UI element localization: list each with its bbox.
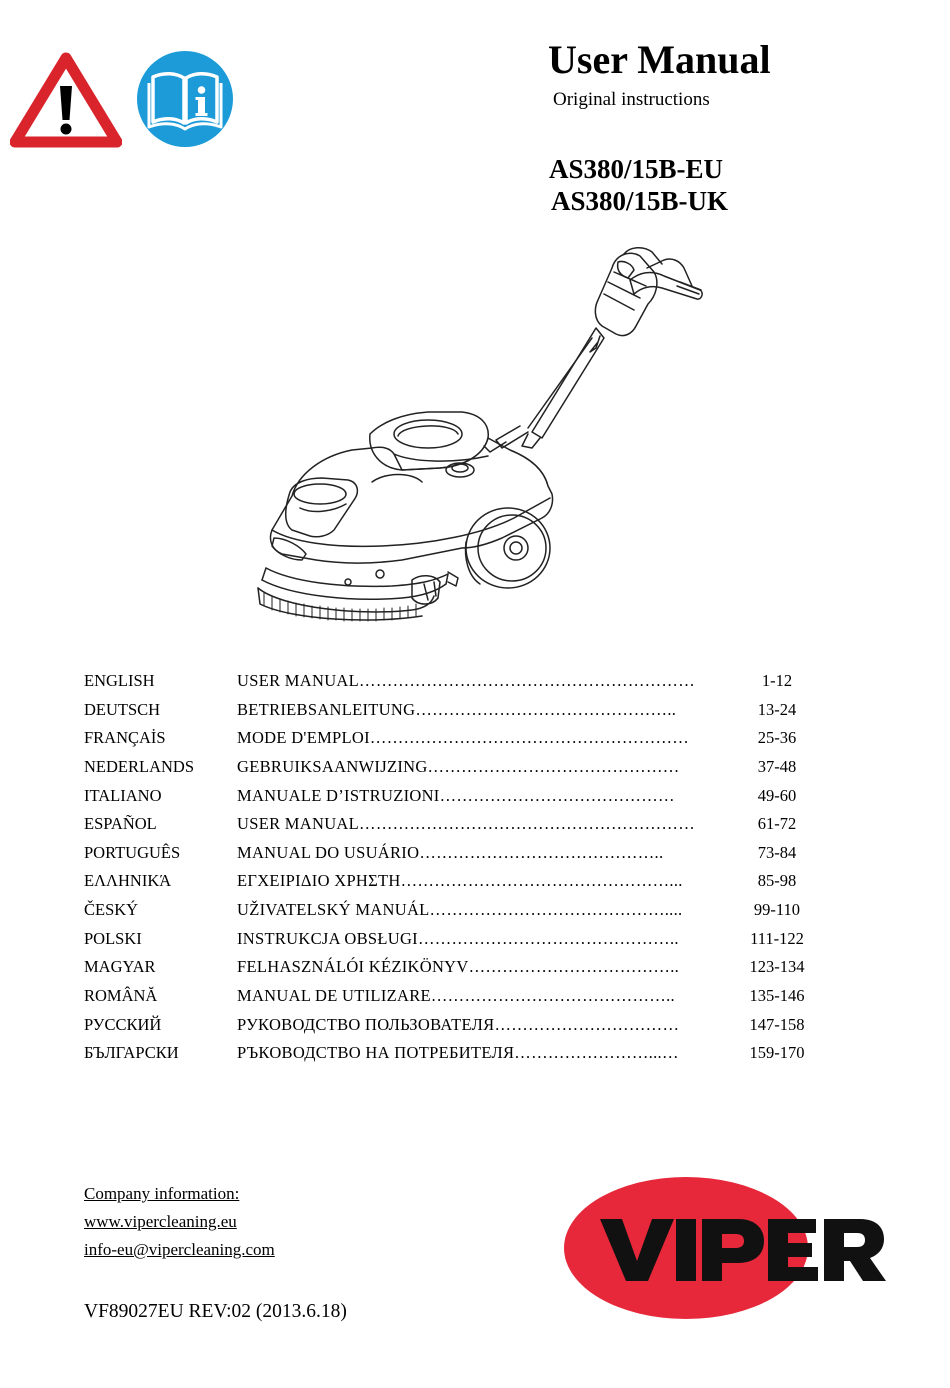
toc-title: MANUAL DE UTILIZARE…………………………………….. <box>237 986 675 1006</box>
toc-language: PORTUGUÊS <box>84 842 181 862</box>
toc-pages: 49-60 <box>757 785 797 805</box>
toc-row <box>84 1012 824 1041</box>
toc-pages: 37-48 <box>757 756 797 776</box>
toc-row <box>84 725 824 754</box>
toc-title: MODE D'EMPLOI………………………………………………… <box>237 728 690 748</box>
document-revision: VF89027EU REV:02 (2013.6.18) <box>84 1301 347 1322</box>
toc-row <box>84 897 824 926</box>
toc-row <box>84 754 824 783</box>
subtitle: Original instructions <box>553 89 710 110</box>
toc-language: DEUTSCH <box>84 699 161 719</box>
toc-row <box>84 954 824 983</box>
toc-row <box>84 697 824 726</box>
toc-row <box>84 926 824 955</box>
page-title: User Manual <box>548 37 771 82</box>
company-heading: Company information: <box>84 1184 240 1203</box>
toc-pages: 111-122 <box>750 928 804 948</box>
toc-title: MANUALE D’ISTRUZIONI…………………………………… <box>237 785 675 805</box>
toc-title: GEBRUIKSAANWIJZING……………………………………… <box>237 756 680 776</box>
toc-pages: 99-110 <box>753 900 801 920</box>
toc-pages: 85-98 <box>757 871 797 891</box>
floor-scrubber-illustration <box>252 242 704 624</box>
toc-language: NEDERLANDS <box>84 756 194 776</box>
toc-row <box>84 811 824 840</box>
toc-title: INSTRUKCJA OBSŁUGI……………………………………….. <box>237 928 679 948</box>
toc-row <box>84 868 824 897</box>
toc-language: MAGYAR <box>84 957 156 977</box>
read-manual-icon <box>136 50 234 148</box>
toc-row <box>84 783 824 812</box>
toc-language: РУССКИЙ <box>84 1014 162 1034</box>
company-email-link[interactable]: info-eu@vipercleaning.com <box>84 1240 275 1259</box>
company-website-link[interactable]: www.vipercleaning.eu <box>84 1212 237 1231</box>
toc-language: ROMÂNĂ <box>84 986 158 1006</box>
toc-pages: 25-36 <box>757 728 797 748</box>
toc-language: ESPAÑOL <box>84 814 157 834</box>
toc-pages: 123-134 <box>749 957 805 977</box>
toc-title: USER MANUAL…………………………………………………… <box>237 814 696 834</box>
toc-pages: 147-158 <box>749 1014 805 1034</box>
toc-pages: 1-12 <box>761 671 793 690</box>
toc-language: FRANÇAİS <box>84 728 166 748</box>
toc-row <box>84 840 824 869</box>
toc-row <box>84 1040 824 1069</box>
toc-title: USER MANUAL…………………………………………………… <box>237 671 696 690</box>
toc-pages: 135-146 <box>749 986 805 1006</box>
toc-language: POLSKI <box>84 928 142 948</box>
toc-title: РЪКОВОДСТВО НА ПОТРЕБИТЕЛЯ……………………...… <box>237 1043 679 1063</box>
toc-title: BETRIEBSANLEITUNG……………………………………….. <box>237 699 677 719</box>
toc-row <box>84 983 824 1012</box>
viper-logo <box>562 1175 888 1321</box>
model-number: AS380/15B-UK <box>551 186 729 216</box>
table-of-contents <box>84 668 824 1069</box>
toc-pages: 159-170 <box>749 1043 805 1063</box>
toc-language: БЪЛГАРСКИ <box>84 1043 179 1063</box>
model-number: AS380/15B-EU <box>549 154 724 184</box>
warning-triangle-icon <box>10 52 122 148</box>
toc-language: ΕΛΛΗΝΙΚΆ <box>84 871 172 891</box>
toc-title: MANUAL DO USUÁRIO…………………………………….. <box>237 842 664 862</box>
company-info <box>84 1180 275 1264</box>
toc-language: ČESKÝ <box>84 900 139 920</box>
toc-title: UŽIVATELSKÝ MANUÁL…………………………………….... <box>237 900 683 920</box>
toc-pages: 13-24 <box>757 699 797 719</box>
toc-title: РУКОВОДСТВО ПОЛЬЗОВАТЕЛЯ…………………………… <box>237 1014 680 1034</box>
toc-language: ENGLISH <box>84 671 155 690</box>
toc-title: ΕΓΧΕΙΡΙΔΙΟ ΧΡΗΣΤΗ…………………………………………... <box>237 871 683 891</box>
toc-pages: 61-72 <box>757 814 797 834</box>
toc-row <box>84 668 824 697</box>
toc-pages: 73-84 <box>757 842 797 862</box>
toc-language: ITALIANO <box>84 785 162 805</box>
toc-title: FELHASZNÁLÓI KÉZIKÖNYV……………………………….. <box>237 957 680 977</box>
